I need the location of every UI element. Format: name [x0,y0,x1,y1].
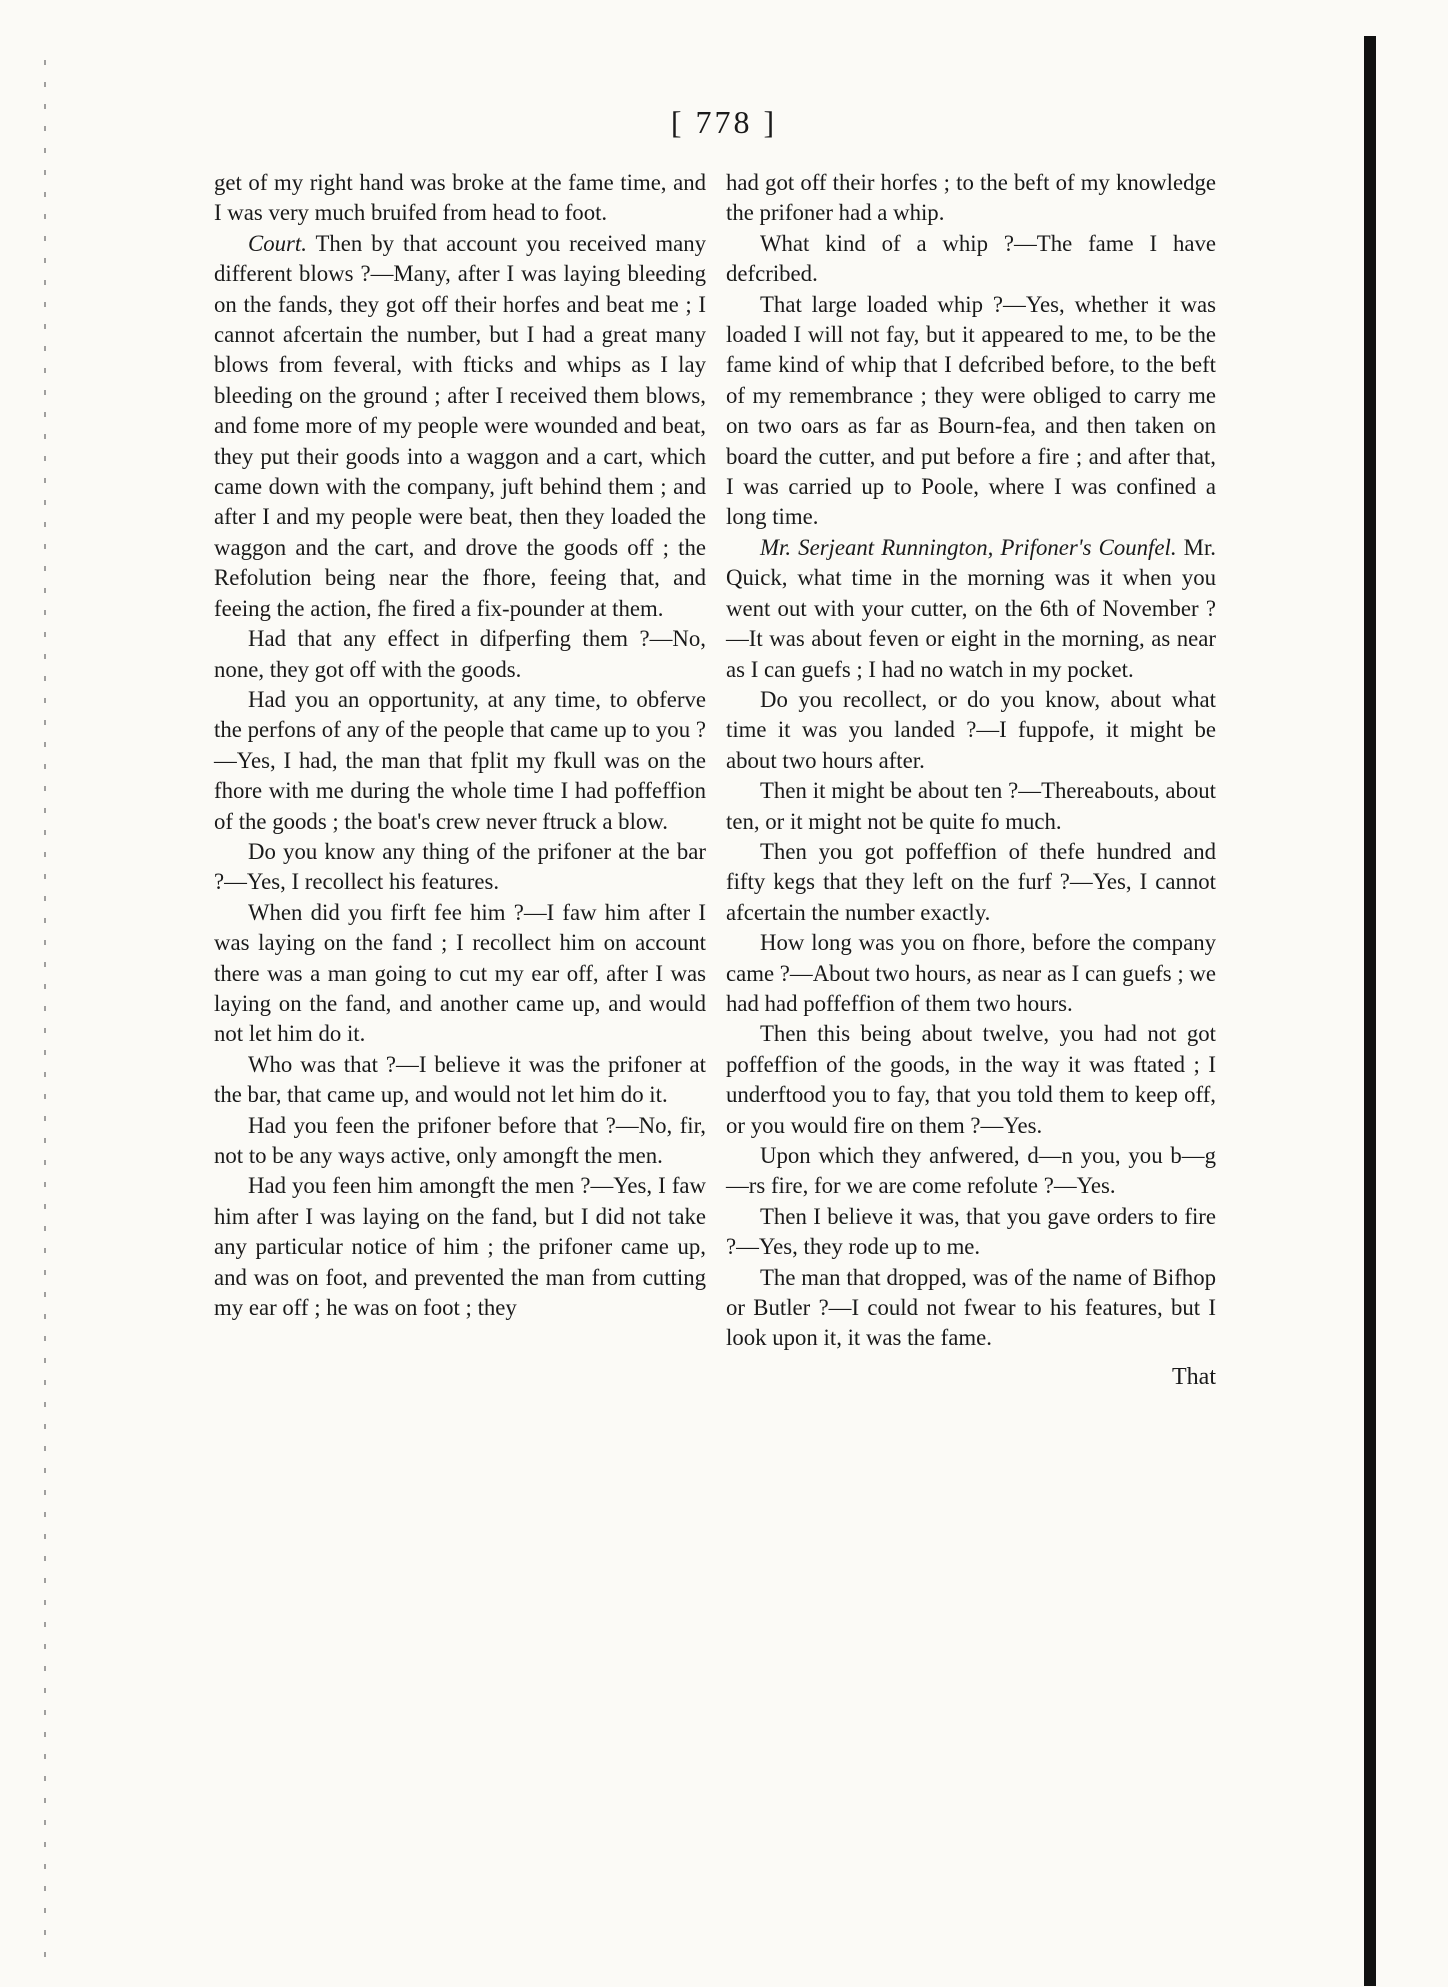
paragraph: had got off their horfes ; to the beft of my knowledge the prifoner had a whip. [726,170,1216,226]
paragraph: Then it might be about ten ?—Thereabouts, about ten, or it might not be quite fo much. [726,778,1216,834]
paragraph: Upon which they anfwered, d—n you, you b—g—rs fire, for we are come refolute ?—Yes. [726,1143,1216,1199]
left-page-edge [44,60,46,1960]
paragraph: Had that any effect in difperfing them ?—No, none, they got off with the goods. [214,626,706,682]
paragraph: What kind of a whip ?—The fame I have defcribed. [726,230,1216,287]
paragraph: That large loaded whip ?—Yes, whether it was loaded I will not fay, but it appeared to me, to be the fame kind of whip that I defcribed before, to the beft of my remembrance ; they were obliged to carry me on two oars as far as Bourn-fea, and then taken on board the cutter, and put before a fire ; and after that, I was carried up to Poole, where I was confined a long time. [726,291,1216,530]
speaker-label: Mr. Serjeant Runnington, Prifoner's Counfel. [760,534,1177,560]
catchword: That [1172,1363,1216,1390]
left-column [214,168,706,1323]
paragraph: How long was you on fhore, before the company came ?—About two hours, as near as I can guefs ; we had had poffeffion of them two hours. [726,930,1216,1016]
paragraph: get of my right hand was broke at the fame time, and I was very much bruifed from head to foot. [214,170,706,226]
paragraph: Who was that ?—I believe it was the prifoner at the bar, that came up, and would not let him do it. [214,1051,706,1108]
paragraph: Had you feen the prifoner before that ?—No, fir, not to be any ways active, only amongft the men. [214,1112,706,1168]
paragraph [726,533,1216,685]
paragraph: When did you firft fee him ?—I faw him after I was laying on the fand ; I recollect him on account there was a man going to cut my ear off, after I was laying on the fand, and another came up, and would not let him do it. [214,899,706,1047]
paragraph: Had you feen him amongft the men ?—Yes, I faw him after I was laying on the fand, but I did not take any particular notice of him ; the prifoner came up, and was on foot, and prevented the man from cutting my ear off ; he was on foot ; they [214,1173,706,1321]
paragraph-text: Mr. Quick, what time in the morning was it when you went out with your cutter, on the 6th of November ?—It was about feven or eight in the morning, as near as I can guefs ; I had no watch in my pocket. [726,534,1216,682]
paragraph: The man that dropped, was of the name of Bifhop or Butler ?—I could not fwear to his features, but I look upon it, it was the fame. [726,1264,1216,1351]
paragraph-text: Then by that account you received many different blows ?—Many, after I was laying bleeding on the fands, they got off their horfes and beat me ; I cannot afcertain the number, but I had a great many blows from feveral, with fticks and whips as I lay bleeding on the ground ; after I received them blows, and fome more of my people were wounded and beat, they put their goods into a waggon and a cart, which came down with the company, juft behind them ; and after I and my people were beat, then they loaded the waggon and the cart, and drove the goods off ; the Refolution being near the fhore, feeing that, and feeing the action, fhe fired a fix-pounder at them. [214,230,706,621]
page-number: [ 778 ] [670,104,778,140]
paragraph: Do you recollect, or do you know, about what time it was you landed ?—I fuppofe, it might be about two hours after. [726,686,1216,773]
paragraph: Then I believe it was, that you gave orders to fire ?—Yes, they rode up to me. [726,1203,1216,1260]
paragraph: Had you an opportunity, at any time, to obferve the perfons of any of the people that came up to you ?—Yes, I had, the man that fplit my fkull was on the fhore with me during the whole time I had poffeffion of the goods ; the boat's crew never ftruck a blow. [214,686,706,834]
speaker-label: Court. [248,230,307,256]
paragraph: Then this being about twelve, you had not got poffeffion of the goods, in the way it was ftated ; I underftood you to fay, that you told them to keep off, or you would fire on them ?—Yes. [726,1021,1216,1138]
paragraph: Then you got poffeffion of thefe hundred and fifty kegs that they left on the furf ?—Yes, I cannot afcertain the number exactly. [726,838,1216,925]
paragraph: Do you know any thing of the prifoner at the bar ?—Yes, I recollect his features. [214,838,706,895]
right-column [726,168,1216,1392]
paragraph [214,229,706,624]
binding-shadow [1364,36,1376,1986]
